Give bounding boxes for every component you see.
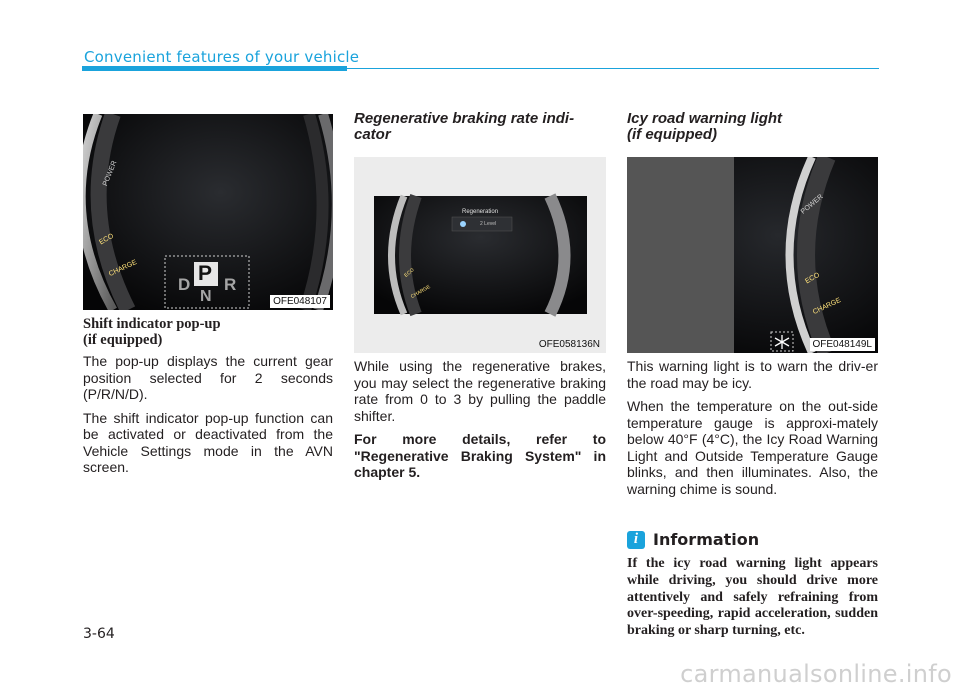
gear-r: R [224, 275, 237, 294]
charge-label: CHARGE [409, 284, 432, 300]
charge-label: CHARGE [811, 296, 843, 317]
information-title: Information [653, 530, 760, 549]
header-rule-thick [82, 66, 347, 71]
paragraph: The pop-up displays the current gear position selected for 2 seconds (P/R/N/D). [83, 353, 333, 402]
paragraph: This warning light is to warn the driv-er the road may be icy. [627, 358, 878, 391]
heading-line: Icy road warning light [627, 110, 783, 127]
regeneration-title: Regeneration [462, 209, 499, 215]
heading-line: Shift indicator pop-up [83, 316, 221, 332]
heading-line: Regenerative braking rate indi- [354, 110, 575, 127]
heading-line: (if equipped) [627, 126, 717, 143]
eco-label: ECO [403, 267, 416, 279]
column-icy-road [627, 358, 878, 504]
power-label: POWER [799, 193, 825, 216]
cluster-illustration [627, 157, 878, 353]
gear-d: D [178, 275, 191, 294]
paragraph-reference: For more details, refer to "Regenerative Braking System" in chapter 5. [354, 431, 606, 480]
figure-code: OFE048149L [810, 338, 876, 351]
header-rule-thin [347, 68, 879, 69]
section-title: Convenient features of your vehicle [84, 48, 360, 66]
heading-shift-indicator [83, 316, 333, 348]
info-icon: i [627, 531, 645, 549]
paragraph: While using the regenerative brakes, you may select the regenerative braking rate from 0 to 3 by pulling the paddle shifter. [354, 358, 606, 424]
eco-label: ECO [804, 271, 821, 286]
paragraph: The shift indicator pop-up function can be activated or deactivated from the Vehicle Settings mode in the AVN screen. [83, 409, 333, 475]
figure-icy-road [627, 157, 878, 353]
figure-code: OFE048107 [270, 295, 330, 308]
heading-icy-road [627, 111, 878, 143]
information-text: If the icy road warning light appears while driving, you should drive more attentively and safely refraining from over-speeding, rapid acceleration, sudden braking or sharp turning, etc. [627, 556, 878, 639]
heading-regenerative-braking [354, 111, 606, 143]
power-label: POWER [102, 159, 119, 188]
gear-p: P [198, 262, 213, 285]
figure-shift-indicator [83, 114, 333, 310]
regeneration-value: 2 Level [480, 221, 497, 227]
figure-regeneration [354, 157, 606, 353]
column-shift-indicator [83, 316, 333, 483]
column-regenerative-braking [354, 358, 606, 488]
paragraph: When the temperature on the out-side temperature gauge is approxi-mately below 40°F (4°C), the Icy Road Warning Light and Outside Temperature Gauge blinks, and then illuminates. Also, the warning chime is sound. [627, 398, 878, 497]
eco-label: ECO [98, 232, 115, 247]
page-number: 3-64 [83, 626, 115, 642]
heading-line: (if equipped) [83, 332, 163, 348]
gear-n: N [200, 288, 212, 305]
information-header [627, 530, 759, 549]
figure-code: OFE058136N [538, 339, 600, 350]
watermark: carmanualsonline.info [680, 660, 952, 688]
heading-line: cator [354, 126, 391, 143]
charge-label: CHARGE [107, 258, 139, 279]
cluster-illustration [354, 157, 606, 353]
